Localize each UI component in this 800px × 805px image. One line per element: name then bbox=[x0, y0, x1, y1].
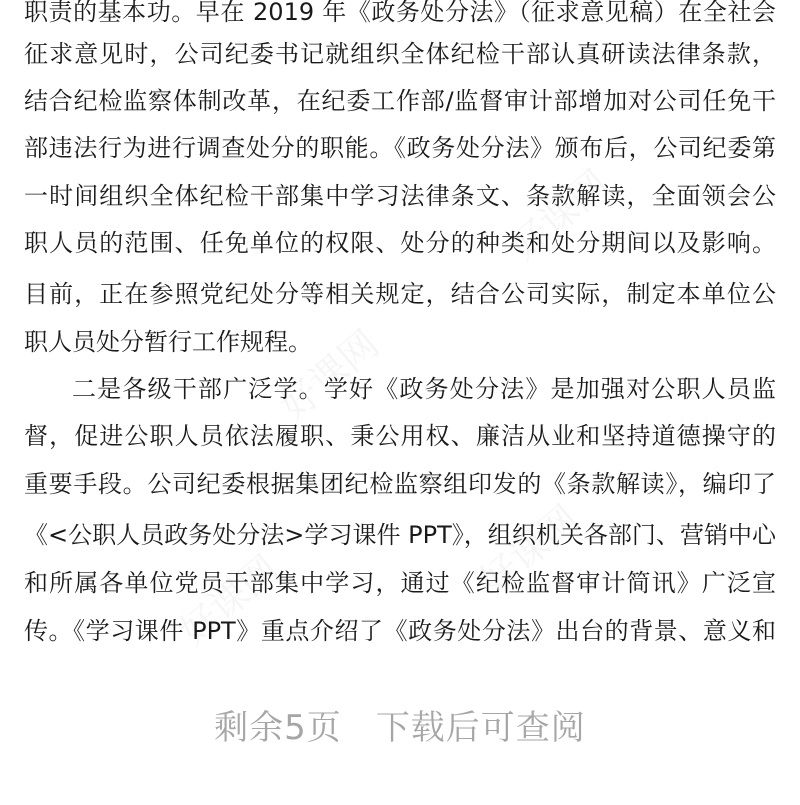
paragraph-line: 职责的基本功。早在 2019 年《政务处分法》（征求意见稿）在全社会 bbox=[24, 0, 776, 26]
paragraph-line: 结合纪检监察体制改革，在纪委工作部/监督审计部增加对公司任免干 bbox=[24, 87, 776, 115]
download-prompt[interactable] bbox=[0, 700, 800, 756]
paragraph-line: 目前，正在参照党纪处分等相关规定，结合公司实际，制定本单位公 bbox=[24, 280, 776, 308]
paragraph-line: 传。《学习课件 PPT》重点介绍了《政务处分法》出台的背景、意义和 bbox=[24, 617, 776, 645]
paragraph-line: 一时间组织全体纪检干部集中学习法律条文、条款解读，全面领会公 bbox=[24, 182, 776, 210]
paragraph-line: 职人员的范围、任免单位的权限、处分的种类和处分期间以及影响。 bbox=[24, 229, 776, 257]
watermark: 好课网 bbox=[171, 546, 288, 654]
paragraph-line: 督，促进公职人员依法履职、秉公用权、廉洁从业和坚持道德操守的 bbox=[24, 422, 776, 450]
paragraph-line: 二是各级干部广泛学。学好《政务处分法》是加强对公职人员监 bbox=[72, 375, 776, 403]
remaining-pages-text: 剩余5页 bbox=[214, 708, 342, 748]
paragraph-line: 和所属各单位党员干部集中学习，通过《纪检监督审计简讯》广泛宣 bbox=[24, 569, 776, 597]
paragraph-line: 职人员处分暂行工作规程。 bbox=[24, 328, 312, 356]
paragraph-line: 重要手段。公司纪委根据集团纪检监察组印发的《条款解读》，编印了 bbox=[24, 470, 776, 498]
paragraph-line: 《<公职人员政务处分法>学习课件 PPT》，组织机关各部门、营销中心 bbox=[24, 521, 776, 549]
watermark: 好课网 bbox=[501, 161, 618, 269]
watermark: 好课网 bbox=[271, 321, 388, 429]
paragraph-line: 征求意见时，公司纪委书记就组织全体纪检干部认真研读法律条款， bbox=[24, 40, 776, 68]
download-to-view-text[interactable]: 下载后可查阅 bbox=[375, 708, 586, 748]
watermark: 好课网 bbox=[471, 496, 588, 604]
paragraph-line: 部违法行为进行调查处分的职能。《政务处分法》颁布后，公司纪委第 bbox=[24, 134, 776, 162]
